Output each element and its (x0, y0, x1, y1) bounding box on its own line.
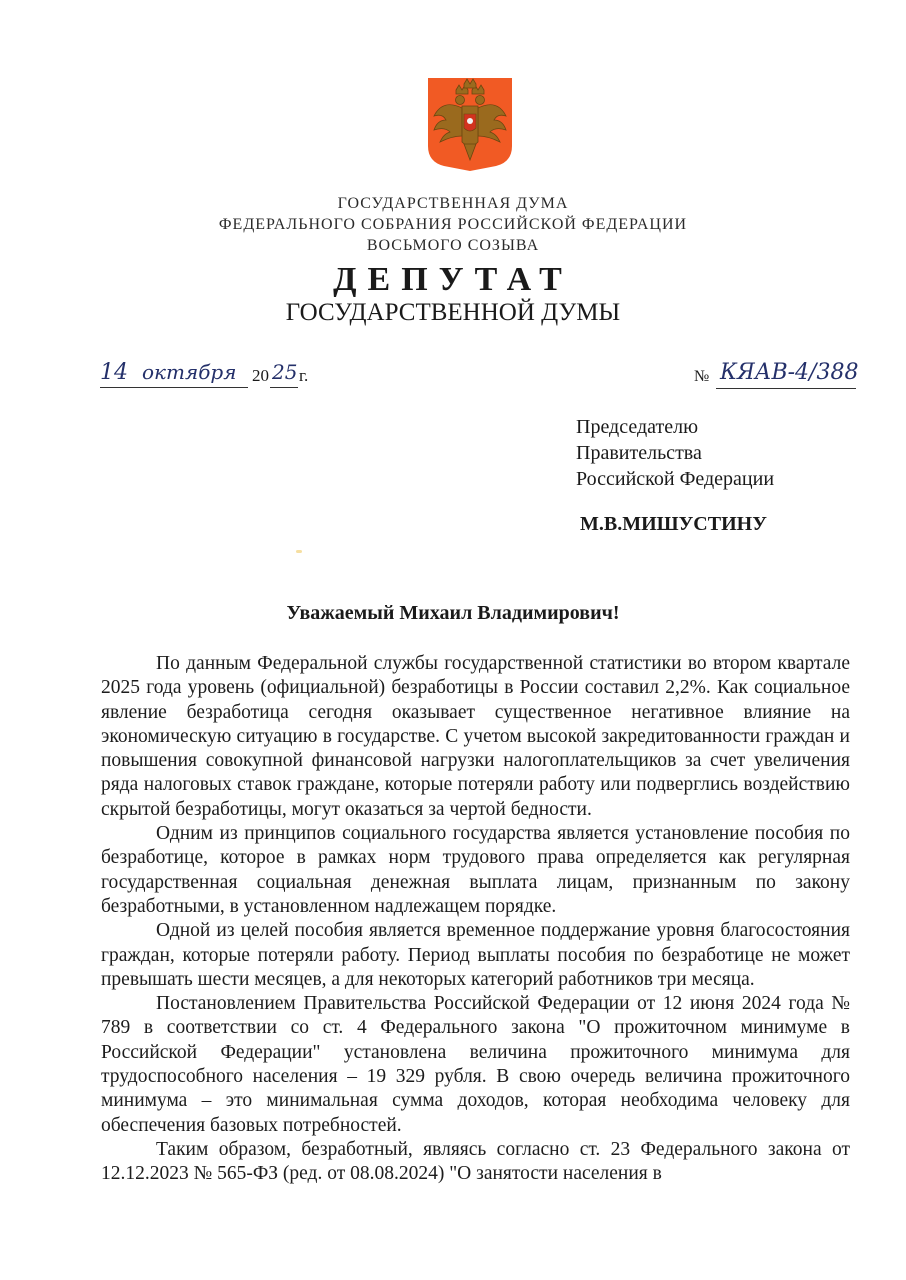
addressee-line: Правительства (576, 442, 702, 464)
date-underline (100, 387, 248, 388)
addressee-name: М.В.МИШУСТИНУ (580, 513, 767, 535)
page-title: ДЕПУТАТ (333, 261, 573, 298)
addressee-line: Российской Федерации (576, 468, 775, 490)
number-underline (716, 388, 856, 389)
paper-speck (296, 550, 302, 553)
date-day: 14 (100, 360, 128, 385)
salutation: Уважаемый Михаил Владимирович! (286, 602, 620, 624)
addressee-block (576, 414, 774, 492)
convocation: ВОСЬМОГО СОЗЫВА (366, 237, 540, 254)
body-paragraph: Одной из целей пособия является временное поддержание уровня благосостояния граждан, которые потеряли работу. Период выплаты пособия по безработице не может превышать шести месяцев, а для некоторых категорий работников три месяца. (101, 920, 850, 990)
organization-subname: ФЕДЕРАЛЬНОГО СОБРАНИЯ РОССИЙСКОЙ ФЕДЕРАЦИИ (218, 216, 688, 233)
body-paragraph: Одним из принципов социального государства является установление пособия по безработице, которое в рамках норм трудового права определяется как регулярная государственная социальная денежная выплата лицам, признанным по закону безработными, в установленном надлежащем порядке. (101, 823, 850, 917)
date-year-prefix: 20 (252, 366, 269, 385)
number-value: КЯАВ-4/388 (720, 360, 859, 385)
number-sign: № (694, 368, 710, 385)
date-year-suffix: 25 (272, 360, 298, 384)
page-subtitle: ГОСУДАРСТВЕННОЙ ДУМЫ (285, 299, 621, 326)
date-year-end: г. (299, 366, 309, 385)
date-month: октября (142, 360, 237, 384)
body-paragraph: По данным Федеральной службы государственной статистики во втором квартале 2025 года уровень (официальной) безработицы в России составил 2,2%. Как социальное явление безработица сегодня оказывает существенное негативное влияние на экономическую ситуацию в государстве. С учетом высокой закредитованности граждан и повышения совокупной финансовой нагрузки налогоплательщиков за счет увеличения ряда налоговых ставок граждане, которые потеряли работу или подверглись воздействию скрытой безработицы, могут оказаться за чертой бедности. (101, 653, 850, 820)
addressee-line: Председателю (576, 416, 699, 438)
organization-name: ГОСУДАРСТВЕННАЯ ДУМА (337, 195, 569, 212)
coat-of-arms-icon (426, 76, 514, 172)
letter-body (101, 652, 850, 1187)
year-underline (270, 387, 298, 388)
body-paragraph: Постановлением Правительства Российской Федерации от 12 июня 2024 года № 789 в соответствии со ст. 4 Федерального закона "О прожиточном минимуме в Российской Федерации" установлена величина прожиточного минимума для трудоспособного населения – 19 329 рубля. В свою очередь величина прожиточного минимума – это минимальная сумма доходов, которая необходима человеку для обеспечения базовых потребностей. (101, 993, 850, 1136)
body-paragraph: Таким образом, безработный, являясь согласно ст. 23 Федерального закона от 12.12.2023 № 565-ФЗ (ред. от 08.08.2024) "О занятости населения в (101, 1138, 850, 1185)
document-number (694, 360, 864, 390)
